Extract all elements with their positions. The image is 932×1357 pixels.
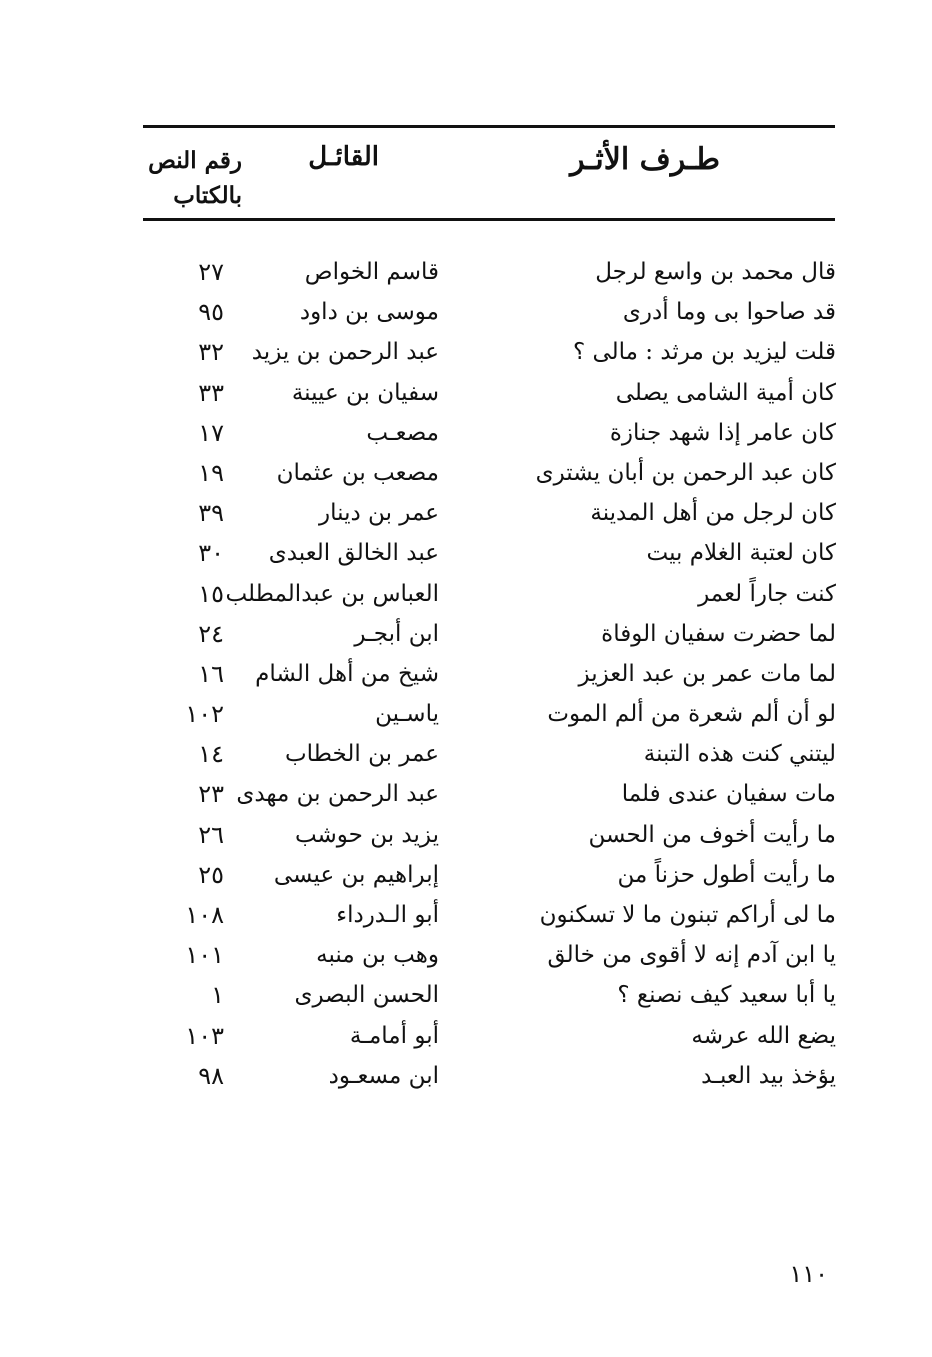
row-text-number: ٣٠: [198, 539, 224, 568]
column-header-raqm: [148, 143, 242, 213]
row-tarf: كان عبد الرحمن بن أبان يشترى: [535, 459, 836, 486]
row-tarf: قلت ليزيد بن مرثد : مالى ؟: [572, 339, 836, 366]
column-header-qail: القائـل: [308, 142, 379, 172]
row-text-number: ١٠٢: [185, 700, 224, 729]
row-text-number: ٢٦: [198, 820, 224, 849]
page-number: ١١٠: [789, 1260, 828, 1288]
row-tarf: لما حضرت سفيان الوفاة: [601, 620, 836, 647]
row-tarf: كان أمية الشامى يصلى: [615, 379, 836, 406]
row-tarf: كان لعتبة الغلام بيت: [646, 540, 836, 567]
row-text-number: ١٩: [198, 458, 224, 487]
row-text-number: ١٠٨: [185, 901, 224, 929]
row-tarf: لو أن ألم شعرة من ألم الموت: [547, 701, 836, 728]
row-qail: عبد الرحمن بن مهدى: [236, 781, 439, 808]
table-row: [0, 734, 932, 774]
table-row: [0, 413, 932, 453]
row-text-number: ١٤: [198, 740, 224, 769]
table-row: [0, 292, 932, 332]
row-text-number: ٣٣: [198, 378, 224, 407]
row-qail: ابن مسعـود: [328, 1062, 439, 1089]
table-row: [0, 654, 932, 694]
header-top-rule: [143, 125, 835, 128]
row-qail: عمر بن الخطاب: [284, 741, 439, 768]
row-qail: يزيد بن حوشب: [294, 821, 439, 848]
row-tarf: قد صاحوا بى وما أدرى: [622, 299, 836, 326]
row-qail: عبد الخالق العبدى: [268, 540, 439, 567]
table-row: [0, 774, 932, 814]
table-row: [0, 895, 932, 935]
row-tarf: كان عامر إذا شهد جنازة: [609, 419, 836, 446]
row-tarf: لما مات عمر بن عبد العزيز: [578, 660, 836, 687]
row-qail: ياسـين: [375, 701, 439, 728]
row-text-number: ١٠٣: [185, 1021, 224, 1050]
table-row: [0, 1056, 932, 1096]
row-tarf: مات سفيان عندى فلما: [621, 781, 836, 808]
row-qail: قاسم الخواص: [304, 259, 439, 285]
row-qail: شيخ من أهل الشام: [255, 660, 439, 687]
row-tarf: يا ابن آدم إنه لا أقوى من خالق: [547, 942, 836, 969]
table-row: [0, 252, 932, 292]
table-row: [0, 453, 932, 493]
row-text-number: ٢٣: [198, 780, 224, 809]
row-text-number: ٩٥: [198, 298, 224, 327]
table-row: [0, 574, 932, 614]
row-text-number: ٣٢: [198, 338, 224, 367]
row-qail: إبراهيم بن عيسى: [273, 861, 439, 888]
row-text-number: ١٧: [198, 418, 224, 447]
row-text-number: ١٠١: [185, 941, 224, 970]
row-tarf: ما رأيت أطول حزناً من: [617, 861, 836, 888]
row-tarf: يؤخذ بيد العبـد: [701, 1062, 836, 1089]
row-text-number: ١٦: [198, 659, 224, 688]
table-row: [0, 694, 932, 734]
row-text-number: ١: [211, 981, 224, 1010]
row-qail: وهب بن منبه: [316, 942, 439, 969]
row-tarf: يضع الله عرشه: [691, 1022, 836, 1049]
index-table-body: [0, 252, 932, 1096]
row-tarf: كان لرجل من أهل المدينة: [590, 500, 836, 527]
row-qail: مصعـب: [366, 419, 439, 446]
row-qail: الحسن البصرى: [294, 982, 439, 1009]
table-row: [0, 975, 932, 1015]
row-text-number: ١٥: [198, 579, 224, 608]
row-qail: موسى بن داود: [299, 299, 439, 326]
column-header-raqm-line1: رقم النص: [148, 147, 242, 174]
row-qail: أبو أمامـة: [349, 1022, 439, 1049]
table-row: [0, 373, 932, 413]
table-row: [0, 614, 932, 654]
column-header-tarf: طـرف الأثـر: [570, 142, 720, 177]
table-row: [0, 332, 932, 372]
row-text-number: ٢٧: [198, 258, 224, 286]
row-tarf: ليتني كنت هذه التبنة: [643, 741, 836, 768]
row-qail: عمر بن دينار: [319, 500, 439, 527]
table-row: [0, 1016, 932, 1056]
table-row: [0, 935, 932, 975]
row-text-number: ٢٥: [198, 860, 224, 889]
table-row: [0, 493, 932, 533]
row-text-number: ٣٩: [198, 499, 224, 528]
row-qail: سفيان بن عيينة: [291, 379, 439, 406]
row-qail: ابن أبجـر: [354, 620, 439, 647]
row-text-number: ٢٤: [198, 619, 224, 648]
row-tarf: ما رأيت أخوف من الحسن: [588, 821, 836, 848]
row-tarf: ما لى أراكم تبنون ما لا تسكنون: [539, 902, 836, 928]
row-tarf: يا أبا سعيد كيف نصنع ؟: [617, 982, 836, 1009]
row-tarf: قال محمد بن واسع لرجل: [595, 259, 836, 285]
row-qail: أبو الـدرداء: [336, 902, 439, 928]
column-header-raqm-line2: بالكتاب: [173, 182, 242, 209]
header-bottom-rule: [143, 218, 835, 221]
table-row: [0, 815, 932, 855]
row-qail: العباس بن عبدالمطلب: [225, 580, 439, 607]
table-row: [0, 533, 932, 573]
row-tarf: كنت جاراً لعمر: [698, 580, 836, 607]
row-qail: مصعب بن عثمان: [276, 459, 439, 486]
row-text-number: ٩٨: [198, 1061, 224, 1090]
table-row: [0, 855, 932, 895]
row-qail: عبد الرحمن بن يزيد: [251, 339, 439, 366]
